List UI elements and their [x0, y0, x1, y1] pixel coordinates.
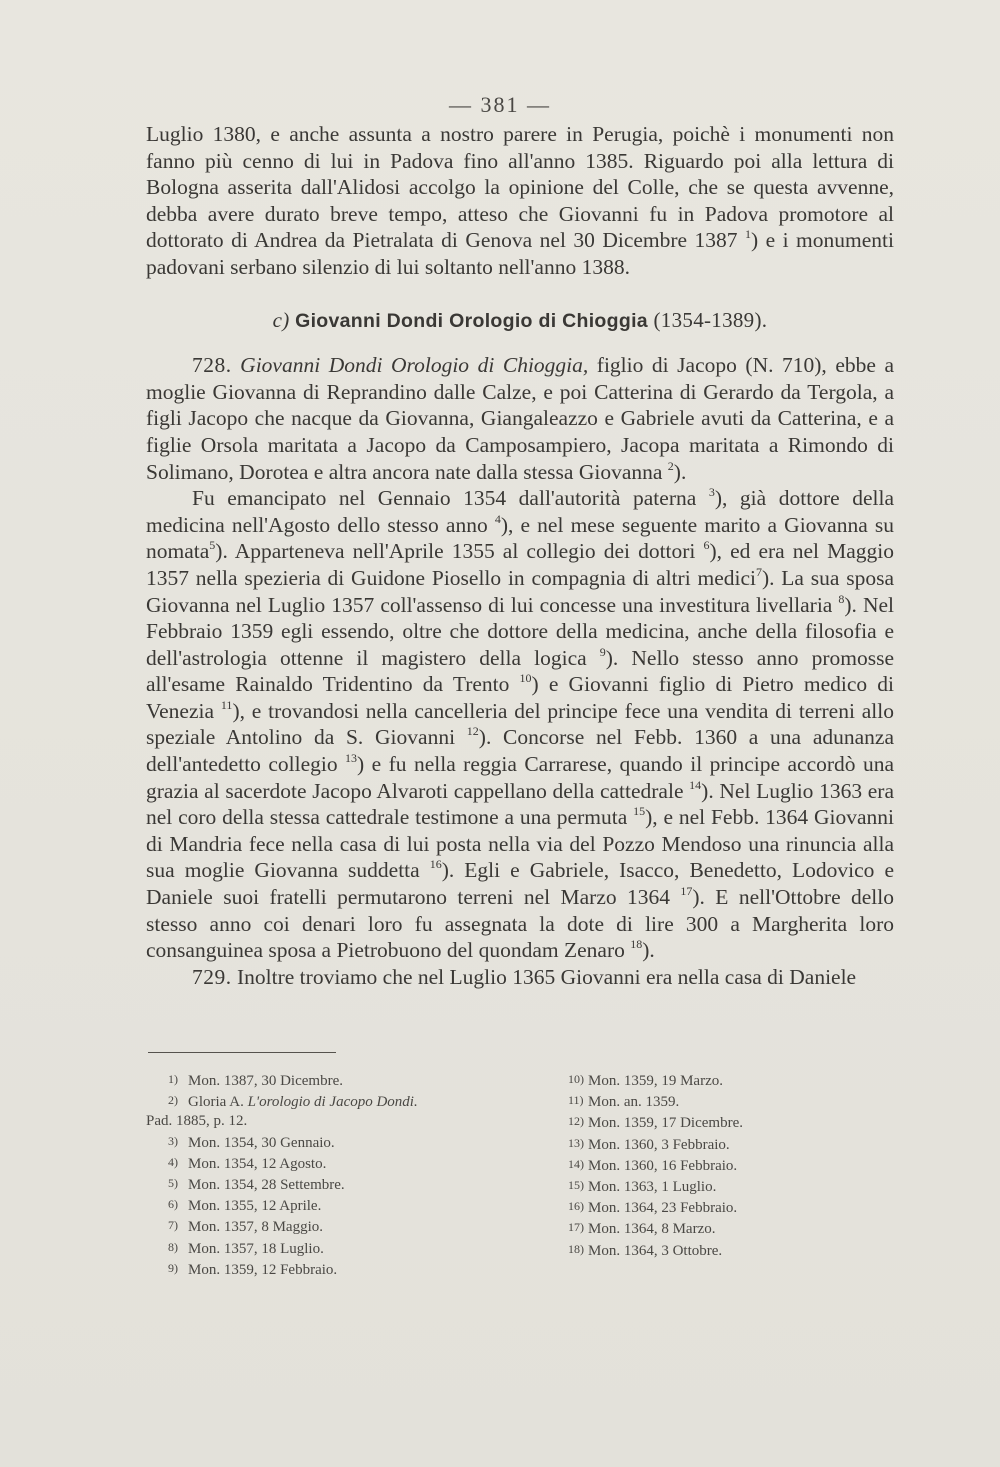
footnote-number: 18) [568, 1241, 584, 1256]
footnote-ref: 5 [209, 538, 216, 553]
footnote-ref: 4 [494, 511, 501, 526]
section-dates: (1354-1389). [653, 307, 768, 332]
footnote-ref: 12 [466, 724, 479, 739]
footnote-number: 10) [568, 1072, 584, 1086]
paragraph-728 [146, 352, 894, 485]
footnote-ref: 14 [689, 777, 702, 792]
footnote-number: 8) [168, 1239, 178, 1254]
footnote-text: Mon. 1387, 30 Dicembre. [188, 1073, 343, 1089]
footnote-number: 5) [168, 1176, 178, 1191]
footnote-number: 3) [168, 1133, 178, 1148]
footnote-text: Mon. 1363, 1 Luglio. [588, 1179, 717, 1196]
footnote-ref: 7 [755, 564, 762, 579]
section-heading [146, 307, 894, 335]
footnote-text: Mon. 1364, 23 Febbraio. [588, 1200, 738, 1217]
footnote-text: Mon. an. 1359. [588, 1094, 680, 1111]
footnote-text: Mon. 1359, 19 Marzo. [588, 1073, 723, 1089]
footnote-ref: 17 [680, 884, 693, 899]
paragraph-number: 729. [192, 964, 232, 989]
footnote-text: Mon. 1357, 18 Luglio. [188, 1240, 324, 1257]
footnote-text: Mon. 1354, 28 Settembre. [188, 1177, 345, 1194]
footnote-text: Mon. 1360, 16 Febbraio. [588, 1157, 738, 1174]
footnote [568, 1176, 828, 1197]
footnotes-left-column [146, 1070, 548, 1280]
footnote-ref: 8 [838, 591, 845, 606]
footnote-title: L'orologio di Jacopo Dondi. [247, 1094, 418, 1111]
footnote-number: 14) [568, 1156, 584, 1171]
paragraph-text: Inoltre troviamo che nel Luglio 1365 Giovanni era nella casa di Daniele [231, 964, 857, 989]
paragraph-text: ) e Giovanni figlio di Pietro medico di Venezia [146, 672, 894, 723]
footnote [568, 1240, 828, 1261]
footnote [568, 1218, 828, 1239]
paragraph-text: ). [642, 938, 655, 963]
footnote [168, 1259, 548, 1280]
paragraph-text: ). Nel Luglio 1363 era nel coro della stessa cattedrale testimone a una permuta [146, 778, 895, 830]
footnote-text: Mon. 1359, 17 Dicembre. [588, 1115, 743, 1132]
footnote [168, 1216, 548, 1237]
paragraph-opening [146, 121, 894, 281]
footnote [168, 1070, 548, 1091]
footnote-number: 12) [568, 1114, 584, 1129]
footnote-ref: 11 [220, 697, 233, 712]
footnote-text: Mon. 1354, 30 Gennaio. [188, 1134, 335, 1151]
paragraph-text: Fu emancipato nel Gennaio 1354 dall'autorità paterna [192, 486, 709, 511]
footnote-number: 16) [568, 1199, 584, 1214]
footnote-text: Mon. 1360, 3 Febbraio. [588, 1136, 730, 1153]
footnote-ref: 10 [519, 671, 532, 686]
paragraph-text: ). E nell'Ottobre dello stesso anno coi denari loro fu assegnata la dote di lire 300 a Margherita loro consanguinea sposa a Pietrobuono del quondam Zenaro [146, 885, 894, 963]
paragraph-text: ). Nello stesso anno promosse all'esame Rainaldo Tridentino da Trento [146, 645, 894, 697]
footnote-ref: 6 [703, 538, 710, 553]
footnote [568, 1197, 828, 1218]
footnote [168, 1195, 548, 1216]
footnote-text: Mon. 1357, 8 Maggio. [188, 1219, 323, 1236]
footnote [168, 1132, 548, 1153]
footnote-number: 9) [168, 1260, 178, 1275]
footnote-text: Mon. 1354, 12 Agosto. [188, 1155, 327, 1172]
footnote-text: Mon. 1355, 12 Aprile. [188, 1198, 322, 1215]
paragraph-number: 728. [192, 353, 232, 378]
paragraph-text: ). Concorse nel Febb. 1360 a una adunanza dell'antedetto collegio [146, 725, 895, 777]
paragraph-text: ). Nel Febbraio 1359 egli essendo, oltre che dottore della medicina, anche della filosofia e dell'astrologia ottenne il magistero della logica [146, 592, 895, 670]
footnote-ref: 15 [633, 804, 646, 819]
footnote-number: 15) [568, 1178, 584, 1193]
footnote-ref: 1 [745, 227, 752, 242]
person-name: Giovanni Dondi Orologio di Chioggia, [240, 353, 589, 378]
footnote-number: 17) [568, 1220, 584, 1235]
footnote-continuation: Pad. 1885, p. 12. [146, 1113, 248, 1130]
footnote [568, 1155, 828, 1176]
section-letter: c) [272, 307, 290, 332]
paragraph-729 [146, 964, 894, 991]
paragraph-text: figlio di Jacopo (N. 710), ebbe a moglie Giovanna di Reprandino dalle Calze, e poi Catterina di Gerardo da Tergola, a figli Jacopo che nacque da Giovanna, Giangaleazzo e Gabriele avuti da Catterina, e a figlie Orsola maritata a Jacopo da Camposampiero, Jacopa maritata a Rimondo di Solimano, Dorotea e altra ancora nate dalla stessa Giovanna [146, 353, 895, 484]
page-number: — 381 — [449, 92, 551, 117]
paragraph-emancipato [146, 485, 894, 964]
footnote [568, 1134, 828, 1155]
paragraph-text: ). Apparteneva nell'Aprile 1355 al collegio dei dottori [215, 539, 704, 564]
section-title: Giovanni Dondi Orologio di Chioggia [295, 309, 648, 332]
footnote [168, 1174, 548, 1195]
footnote-ref: 3 [708, 485, 715, 500]
paragraph-text: ), e nel mese seguente marito a Giovanna su nomata [146, 512, 894, 564]
footnote [168, 1238, 548, 1259]
paragraph-text: Luglio 1380, e anche assunta a nostro parere in Perugia, poichè i monumenti non fanno più cenno di lui in Padova fino all'anno 1385. Riguardo poi alla lettura di Bologna asserita dall'Alidosi accolgo la opinione del Colle, che se questa avvenne, debba avere durato breve tempo, atteso che Giovanni fu in Padova promotore al dottorato di Andrea da Pietralata di Genova nel 30 Dicembre 1387 [146, 122, 894, 253]
paragraph-text: ). Egli e Gabriele, Isacco, Benedetto, Lodovico e Daniele suoi fratelli permutarono terreni nel Marzo 1364 [146, 858, 894, 910]
paragraph-text: ) e i monumenti padovani serbano silenzio di lui soltanto nell'anno 1388. [146, 228, 894, 279]
footnote-ref: 18 [630, 937, 643, 952]
footnote-text: Gloria A. [188, 1094, 248, 1111]
footnote [168, 1153, 548, 1174]
footnotes-right-column [568, 1070, 828, 1261]
footnote-text: Mon. 1359, 12 Febbraio. [188, 1261, 338, 1278]
footnote-number: 13) [568, 1135, 584, 1150]
footnote-divider [148, 1052, 336, 1053]
paragraph-text: ), già dottore della medicina nell'Agosto dello stesso anno [146, 486, 894, 537]
footnote-ref: 13 [345, 751, 358, 766]
footnote-number: 11) [568, 1093, 584, 1108]
footnote-ref: 16 [429, 857, 442, 872]
footnote [168, 1091, 548, 1112]
body-text [146, 121, 894, 990]
footnote [568, 1112, 828, 1133]
footnote-number: 1) [168, 1072, 178, 1086]
paragraph-text: ). La sua sposa Giovanna nel Luglio 1357 coll'assenso di lui concesse una investitura livellaria [146, 565, 894, 617]
paragraph-text: ), ed era nel Maggio 1357 nella spezieria di Guidone Piosello in compagnia di altri medici [146, 539, 894, 590]
footnote-number: 4) [168, 1154, 178, 1169]
footnote-ref: 9 [599, 644, 606, 659]
footnote-text: Mon. 1364, 3 Ottobre. [588, 1242, 723, 1259]
paragraph-text: ), e trovandosi nella cancelleria del principe fece una vendita di terreni allo speziale Antolino da S. Giovanni [146, 698, 894, 750]
footnote-ref: 2 [667, 458, 674, 473]
footnote [568, 1091, 828, 1112]
paragraph-text: ) e fu nella reggia Carrarese, quando il principe accordò una grazia al sacerdote Jacopo Alvaroti cappellano della cattedrale [146, 752, 895, 803]
footnote-number: 7) [168, 1218, 178, 1233]
footnote-number: 6) [168, 1197, 178, 1212]
paragraph-text: ), e nel Febb. 1364 Giovanni di Mandria fece nella casa di lui posta nella via del Pozzo Mendoso una rinuncia alla sua moglie Giovanna suddetta [146, 805, 894, 883]
footnote-text: Mon. 1364, 8 Marzo. [588, 1221, 716, 1238]
footnote-number: 2) [168, 1093, 178, 1108]
paragraph-text: ). [673, 459, 687, 484]
footnote [568, 1070, 828, 1091]
